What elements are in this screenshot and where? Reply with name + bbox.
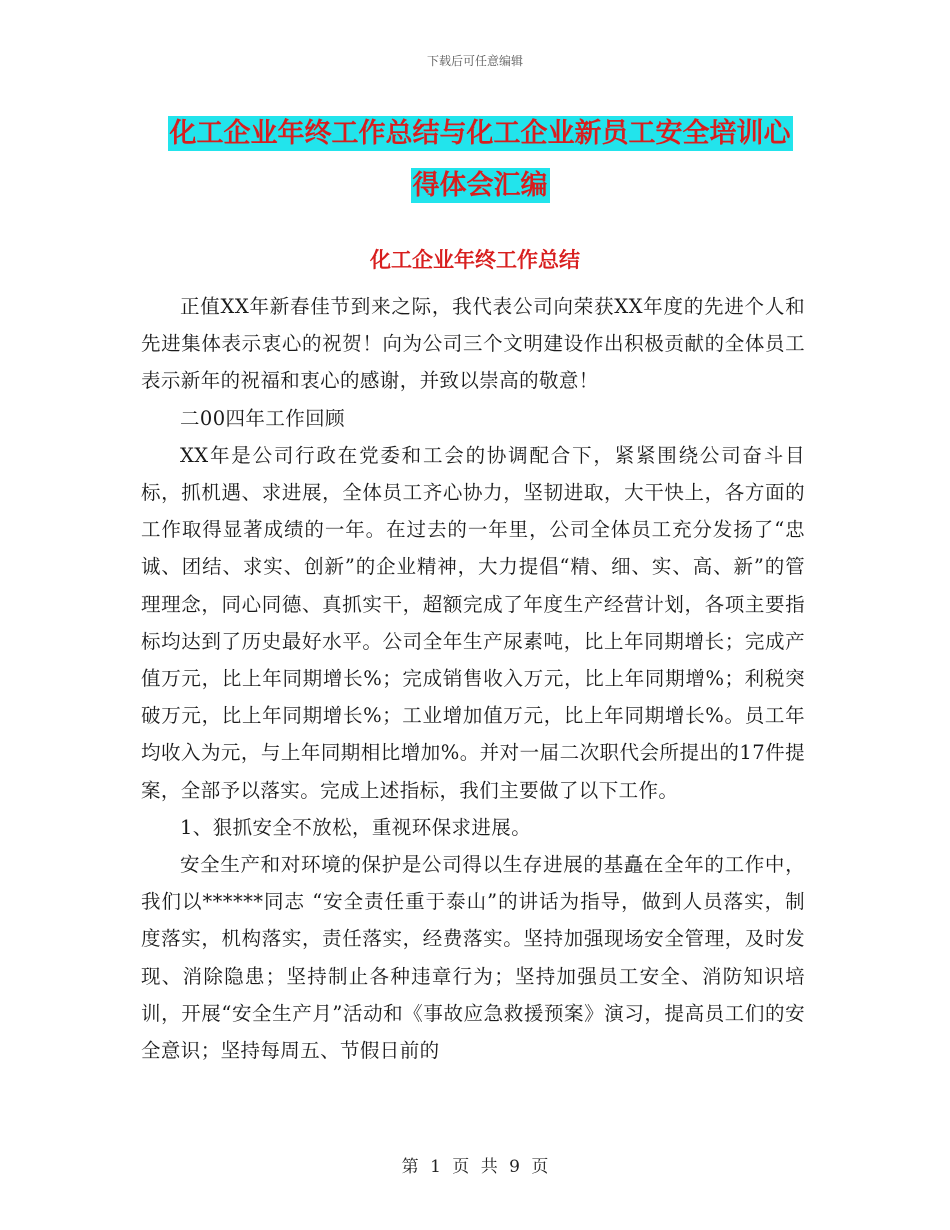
section-title: 化工企业年终工作总结 xyxy=(370,248,580,272)
document-body xyxy=(141,288,805,1069)
document-title-line-1: 化工企业年终工作总结与化工企业新员工安全培训心 xyxy=(169,118,791,149)
body-paragraph: 二00四年工作回顾 xyxy=(180,406,345,430)
header-note: 下载后可任意编辑 xyxy=(426,54,523,68)
page-footer: 第 1 页 共 9 页 xyxy=(401,1157,549,1177)
document-title xyxy=(140,108,820,212)
body-paragraph: 安全生产和对环境的保护是公司得以生存进展的基矗在全年的工作中，我们以******同志 “安全责任重于泰山”的讲话为指导，做到人员落实，制度落实，机构落实，责任落实，经费落实。坚持加强现场安全管理，及时发现、消除隐患；坚持制止各种违章行为；坚持加强员工安全、消防知识培训，开展“安全生产月”活动和《事故应急救援预案》演习，提高员工们的安全意识；坚持每周五、节假日前的 xyxy=(141,853,805,1063)
body-paragraph: XX年是公司行政在党委和工会的协调配合下，紧紧围绕公司奋斗目标，抓机遇、求进展，全体员工齐心协力，坚韧进取，大干快上，各方面的工作取得显著成绩的一年。在过去的一年里，公司全体员工充分发扬了“忠诚、团结、求实、创新”的企业精神，大力提倡“精、细、实、高、新”的管理理念，同心同德、真抓实干，超额完成了年度生产经营计划，各项主要指标均达到了历史最好水平。公司全年生产尿素吨，比上年同期增长；完成产值万元，比上年同期增长%；完成销售收入万元，比上年同期增%；利税突破万元，比上年同期增长%；工业增加值万元，比上年同期增长%。员工年均收入为元，与上年同期相比增加%。并对一届二次职代会所提出的17件提案，全部予以落实。完成上述指标，我们主要做了以下工作。 xyxy=(141,443,805,802)
body-paragraph: 正值XX年新春佳节到来之际，我代表公司向荣获XX年度的先进个人和先进集体表示衷心的祝贺！向为公司三个文明建设作出积极贡献的全体员工表示新年的祝福和衷心的感谢，并致以崇高的敬意！ xyxy=(141,295,805,393)
document-title-line-2: 得体会汇编 xyxy=(412,170,548,201)
body-paragraph: 1、狠抓安全不放松，重视环保求进展。 xyxy=(180,815,532,839)
